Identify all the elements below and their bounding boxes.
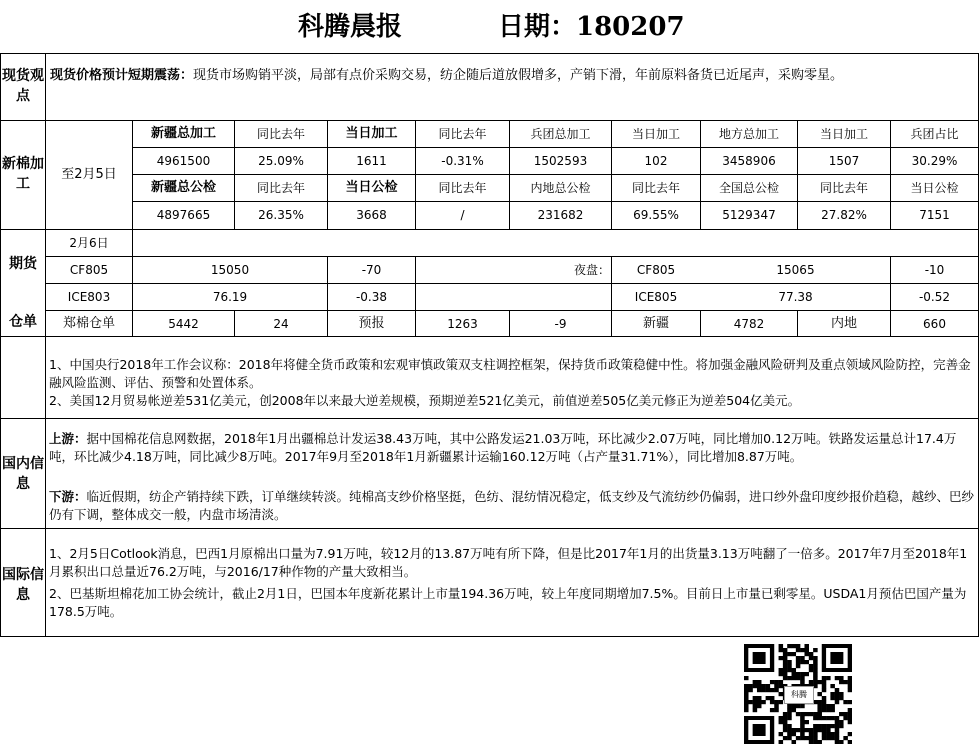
report-title: 科腾晨报 (298, 12, 403, 42)
warehouse-value: 5442 (168, 317, 199, 331)
upstream-label: 上游： (49, 431, 87, 446)
hdr-yoy-2: 同比去年 (438, 127, 487, 141)
macro-paragraph-2: 2、美国12月贸易帐逆差531亿美元，创2008年以来最大逆差规模，预期逆差521亿美元，前值逆差505亿美元修正为逆差504亿美元。 (49, 393, 801, 408)
night-cf-contract: CF805 (636, 263, 676, 277)
forecast-label: 预报 (358, 316, 385, 331)
val-inland-total: 231682 (537, 208, 584, 222)
inland-value: 660 (923, 317, 946, 331)
qr-code[interactable] (744, 644, 852, 744)
hdr-daily-inspection-2: 当日公检 (910, 181, 959, 195)
spot-headline: 现货价格预计短期震荡： (50, 68, 194, 83)
val-yoy-2: -0.31% (441, 154, 484, 168)
inland-label: 内地 (830, 316, 857, 331)
hdr-local-total: 地方总加工 (718, 127, 779, 141)
futures-date: 2月6日 (69, 236, 109, 250)
qr-center-logo: 科腾 (784, 686, 814, 704)
hdr-bingtuan-daily: 当日加工 (631, 127, 680, 141)
futures-section-label: 期货 (9, 256, 37, 272)
hdr-national-total: 全国总公检 (718, 181, 779, 195)
night-cf-price: 15065 (776, 263, 815, 277)
domestic-downstream (49, 488, 975, 524)
val-bingtuan-total: 1502593 (533, 154, 588, 168)
val-yoy-3: 26.35% (258, 208, 304, 222)
val-national-total: 5129347 (722, 208, 776, 222)
hdr-local-daily: 当日加工 (819, 127, 868, 141)
night-ice-change: -0.52 (918, 290, 951, 304)
spot-body: 现货市场购销平淡，局部有点价采购交易，纺企随后道放假增多，产销下滑，年前原料备货已近尾声，采购零星。 (193, 68, 844, 83)
hdr-yoy-3: 同比去年 (256, 181, 305, 195)
hdr-xj-total-inspection: 新疆总公检 (150, 180, 216, 195)
night-session-label: 夜盘： (573, 263, 610, 277)
international-paragraph-1: 1、2月5日Cotlook消息，巴西1月原棉出口量为7.91万吨，较12月的13.87万吨有所下降，但是比2017年1月的出货量3.13万吨翻了一倍多。2017年7月至2018年1月累积出口总量近76.2万吨，与2016/17种作物的产量大致相当。 (49, 546, 968, 579)
domestic-section-label: 国内信息 (2, 456, 44, 492)
cf-price: 15050 (210, 263, 250, 277)
ice-contract: ICE803 (67, 290, 111, 304)
downstream-label: 下游： (49, 489, 87, 504)
val-xj-total-processing: 4961500 (156, 154, 211, 168)
warehouse-change: 24 (273, 317, 289, 331)
spot-section-label: 现货观点 (2, 68, 44, 104)
val-daily-inspection-2: 7151 (919, 208, 950, 222)
hdr-yoy-1: 同比去年 (256, 127, 305, 141)
ice-change: -0.38 (355, 290, 388, 304)
spot-paragraph (50, 66, 975, 86)
hdr-inland-total: 内地总公检 (530, 181, 591, 195)
night-cf-change: -10 (924, 263, 945, 277)
val-daily-processing: 1611 (356, 154, 387, 168)
hdr-yoy-6: 同比去年 (819, 181, 868, 195)
forecast-change: -9 (554, 317, 567, 331)
cf-change: -70 (361, 263, 382, 277)
hdr-xj-total-processing: 新疆总加工 (150, 126, 216, 141)
ice-price: 76.19 (212, 290, 248, 304)
cf-contract: CF805 (69, 263, 109, 277)
hdr-bingtuan-share: 兵团占比 (910, 127, 959, 141)
domestic-upstream (49, 430, 975, 466)
hdr-daily-processing: 当日加工 (345, 126, 398, 141)
processing-period: 至2月5日 (61, 167, 117, 182)
val-bingtuan-daily: 102 (644, 154, 668, 168)
hdr-yoy-4: 同比去年 (438, 181, 487, 195)
international-section-label: 国际信息 (2, 567, 44, 603)
val-local-daily: 1507 (828, 154, 860, 168)
downstream-text: 临近假期，纺企产销持续下跌，订单继续转淡。纯棉高支纱价格坚挺，色纺、混纺情况稳定，低支纱及气流纺纱仍偏弱，进口纱外盘印度纱报价趋稳，越纱、巴纱仍有下调，整体成交一般，内盘市场清淡。 (49, 489, 975, 522)
val-yoy-4: / (460, 208, 465, 222)
processing-section-label: 新棉加工 (2, 156, 44, 192)
xinjiang-value: 4782 (733, 317, 765, 331)
val-yoy-5: 69.55% (633, 208, 679, 222)
warehouse-name: 郑棉仓单 (62, 316, 115, 331)
val-yoy-1: 25.09% (258, 154, 304, 168)
international-paragraph-2: 2、巴基斯坦棉花加工协会统计，截止2月1日，巴国本年度新花累计上市量194.36万吨，较上年度同期增加7.5%。目前日上市量已剩零星。USDA1月预估巴国产量为178.5万吨。 (49, 586, 967, 619)
report-date: 日期：180207 (498, 12, 685, 42)
hdr-yoy-5: 同比去年 (631, 181, 680, 195)
hdr-bingtuan-total: 兵团总加工 (530, 127, 591, 141)
val-xj-total-inspection: 4897665 (156, 208, 211, 222)
night-ice-price: 77.38 (778, 290, 813, 304)
macro-paragraph-1: 1、中国央行2018年工作会议称：2018年将健全货币政策和宏观审慎政策双支柱调控框架，保持货币政策稳健中性。将加强金融风险研判及重点领域风险防控，完善金融风险监测、评估、预警和处置体系。 (49, 357, 971, 390)
xinjiang-label: 新疆 (642, 316, 669, 331)
val-local-total: 3458906 (722, 154, 776, 168)
night-ice-contract: ICE805 (634, 290, 678, 304)
val-bingtuan-share: 30.29% (911, 154, 958, 168)
val-daily-inspection: 3668 (356, 208, 387, 222)
upstream-text: 据中国棉花信息网数据，2018年1月出疆棉总计发运38.43万吨，其中公路发运21.03万吨，环比减少2.07万吨，同比增加0.12万吨。铁路发运量总计17.4万吨，环比减少4.18万吨，同比减少8万吨。2017年9月至2018年1月新疆累计运输160.12万吨（占产量31.71%），同比增加8.87万吨。 (49, 431, 957, 464)
hdr-daily-inspection: 当日公检 (345, 180, 398, 195)
forecast-value: 1263 (447, 317, 478, 331)
val-yoy-6: 27.82% (821, 208, 867, 222)
warehouse-section-label: 仓单 (9, 314, 37, 330)
